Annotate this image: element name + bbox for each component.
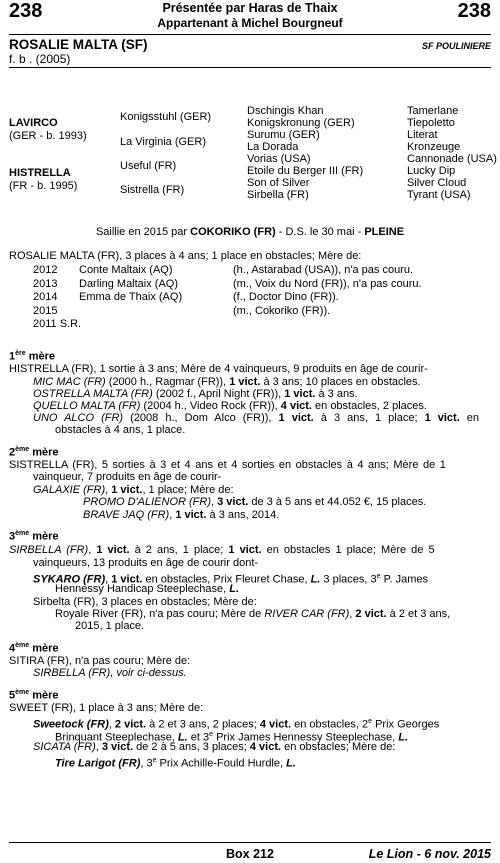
- fifth-dam-grand-produce: Tire Larigot (FR), 3e Prix Achille-Fould Hurdle, L.: [55, 757, 296, 770]
- third-dam-grand-produce-cont: 2015, 1 place.: [75, 620, 145, 632]
- grandparent: Useful (FR): [120, 160, 177, 172]
- grandparent: Konigsstuhl (GER): [120, 111, 212, 123]
- third-dam-line: SIRBELLA (FR), 1 vict. à 2 ans, 1 place; 1 vict. en obstacles 1 place; Mère de 5: [9, 544, 435, 556]
- produce-intro: ROSALIE MALTA (FR), 3 places à 4 ans; 1 place en obstacles; Mère de:: [9, 250, 362, 262]
- sire-detail: (GER - b. 1993): [9, 130, 87, 142]
- horse-category: SF POULINIERE: [421, 41, 491, 51]
- grandparent: La Virginia (GER): [120, 136, 206, 148]
- second-dam-line-cont: vainqueur, 7 produits en âge de courir-: [33, 471, 222, 483]
- fourth-dam-line: SITIRA (FR), n'a pas couru; Mère de:: [9, 655, 191, 667]
- great-grandparent: Etoile du Berger III (FR): [247, 165, 364, 177]
- owner: Appartenant à Michel Bourgneuf: [157, 16, 343, 30]
- great-grandparent: Son of Silver: [247, 177, 310, 189]
- sale-info: Le Lion - 6 nov. 2015: [368, 847, 491, 861]
- great-great-grandparents-col: [407, 105, 497, 201]
- great-great-grandparent: Tyrant (USA): [407, 189, 471, 201]
- first-dam-line: HISTRELLA (FR), 1 sortie à 3 ans; Mère de 4 vainqueurs, 9 produits en âge de courir-: [9, 363, 428, 375]
- dam-detail: (FR - b. 1995): [9, 180, 78, 192]
- third-dam-produce: SYKARO (FR), 1 vict. en obstacles, Prix Fleuret Chase, L. 3 places, 3e P. James: [33, 573, 429, 586]
- great-great-grandparent: Tamerlane: [407, 105, 459, 117]
- fourth-dam-produce: SIRBELLA (FR), voir ci-dessus.: [33, 667, 187, 679]
- third-dam-produce-cont: Hennessy Handicap Steeplechase, L.: [55, 583, 240, 595]
- horse-name: ROSALIE MALTA (SF): [9, 37, 148, 52]
- first-dam-produce: UNO ALCO (FR) (2008 h., Dom Alco (FR)), 1 vict. à 3 ans, 1 place; 1 vict. en: [33, 412, 480, 424]
- third-dam-produce: Sirbelta (FR), 3 places en obstacles; Mère de:: [33, 596, 257, 608]
- grandparent: Sistrella (FR): [120, 184, 185, 196]
- covering-date: - D.S. le 30 mai -: [275, 226, 365, 238]
- lot-number-right: 238: [457, 0, 491, 22]
- produce-row: 2011 S.R.: [33, 318, 82, 330]
- lot-number-left: 238: [9, 0, 43, 22]
- great-grandparents-col: [247, 105, 363, 201]
- great-great-grandparent: Kronzeuge: [407, 141, 461, 153]
- second-dam-grand-produce: PROMO D'ALIENOR (FR), 3 vict. de 3 à 5 ans et 44.052 €, 15 places.: [83, 496, 427, 508]
- great-grandparent: La Dorada: [247, 141, 299, 153]
- horse-description: f. b . (2005): [9, 52, 71, 66]
- great-grandparent: Sirbella (FR): [247, 189, 309, 201]
- covering-prefix: Saillie en 2015 par: [95, 226, 191, 238]
- produce-row: 2012 Conte Maltaix (AQ) (h., Astarabad (USA)), n'a pas couru.: [33, 264, 414, 276]
- great-grandparent: Vorias (USA): [247, 153, 311, 165]
- produce-row: 2015 (m., Cokoriko (FR)).: [33, 304, 331, 317]
- produce-row: 2014 Emma de Thaix (AQ) (f., Doctor Dino (FR)).: [33, 291, 339, 303]
- box-number: Box 212: [226, 847, 274, 861]
- covering-stallion: COKORIKO (FR): [190, 226, 276, 238]
- second-dam-produce: GALAXIE (FR), 1 vict., 1 place; Mère de:: [33, 484, 234, 496]
- dam-name: HISTRELLA: [9, 167, 71, 179]
- great-great-grandparent: Literat: [407, 129, 438, 141]
- third-dam-line-cont: vainqueurs, 13 produits en âge de courir dont-: [33, 557, 259, 569]
- section-fifth-dam: 5ème mère: [9, 689, 59, 702]
- produce-table: [33, 264, 422, 332]
- header-rule: [9, 34, 491, 35]
- section-fourth-dam: 4ème mère: [9, 642, 59, 655]
- fifth-dam-produce: Sweetock (FR), 2 vict. à 2 et 3 ans, 2 places; 4 vict. en obstacles, 2e Prix Georges: [33, 718, 440, 731]
- great-great-grandparent: Silver Cloud: [407, 177, 467, 189]
- title-rule: [9, 67, 491, 68]
- fifth-dam-produce-cont: Brinquant Steeplechase, L. et 3e Prix James Hennessy Steeplechase, L.: [55, 731, 409, 744]
- sire-name: LAVIRCO: [9, 117, 58, 129]
- section-second-dam: 2ème mère: [9, 446, 59, 459]
- produce-row: 2013 Darling Maltaix (AQ) (m., Voix du Nord (FR)), n'a pas couru.: [33, 277, 422, 290]
- second-dam-line: SISTRELLA (FR), 5 sorties à 3 et 4 ans et 4 sorties en obstacles à 4 ans; Mère de 1: [9, 459, 446, 471]
- first-dam-produce: MIC MAC (FR) (2000 h., Ragmar (FR)), 1 vict. à 3 ans; 10 places en obstacles.: [33, 376, 421, 388]
- presenter: Présentée par Haras de Thaix: [162, 1, 338, 15]
- section-third-dam: 3ème mère: [9, 530, 59, 543]
- section-first-dam: 1ère mère: [9, 350, 55, 363]
- first-dam-produce: OSTRELLA MALTA (FR) (2002 f., April Night (FR)), 1 vict. à 3 ans.: [33, 388, 358, 400]
- second-dam-grand-produce: BRAVE JAQ (FR), 1 vict. à 3 ans, 2014.: [83, 509, 280, 521]
- fifth-dam-line: SWEET (FR), 1 place à 3 ans; Mère de:: [9, 702, 204, 714]
- covering-status: PLEINE: [364, 226, 405, 238]
- great-great-grandparent: Tiepoletto: [407, 117, 455, 129]
- great-grandparent: Dschingis Khan: [247, 105, 324, 117]
- fifth-dam-produce: SICATA (FR), 3 vict. de 2 à 5 ans, 3 places; 4 vict. en obstacles; Mère de:: [33, 741, 396, 753]
- great-grandparent: Surumu (GER): [247, 129, 320, 141]
- first-dam-produce-cont: obstacles à 4 ans, 1 place.: [55, 424, 186, 436]
- first-dam-produce: QUELLO MALTA (FR) (2004 h., Video Rock (FR)), 4 vict. en obstacles, 2 places.: [33, 400, 427, 412]
- great-great-grandparent: Cannonade (USA): [407, 153, 497, 165]
- great-grandparent: Konigskronung (GER): [247, 117, 355, 129]
- third-dam-grand-produce: Royale River (FR), n'a pas couru; Mère de RIVER CAR (FR), 2 vict. à 2 et 3 ans,: [55, 608, 451, 620]
- footer-rule: [9, 842, 491, 843]
- great-great-grandparent: Lucky Dip: [407, 165, 456, 177]
- covering-line: [0, 226, 500, 238]
